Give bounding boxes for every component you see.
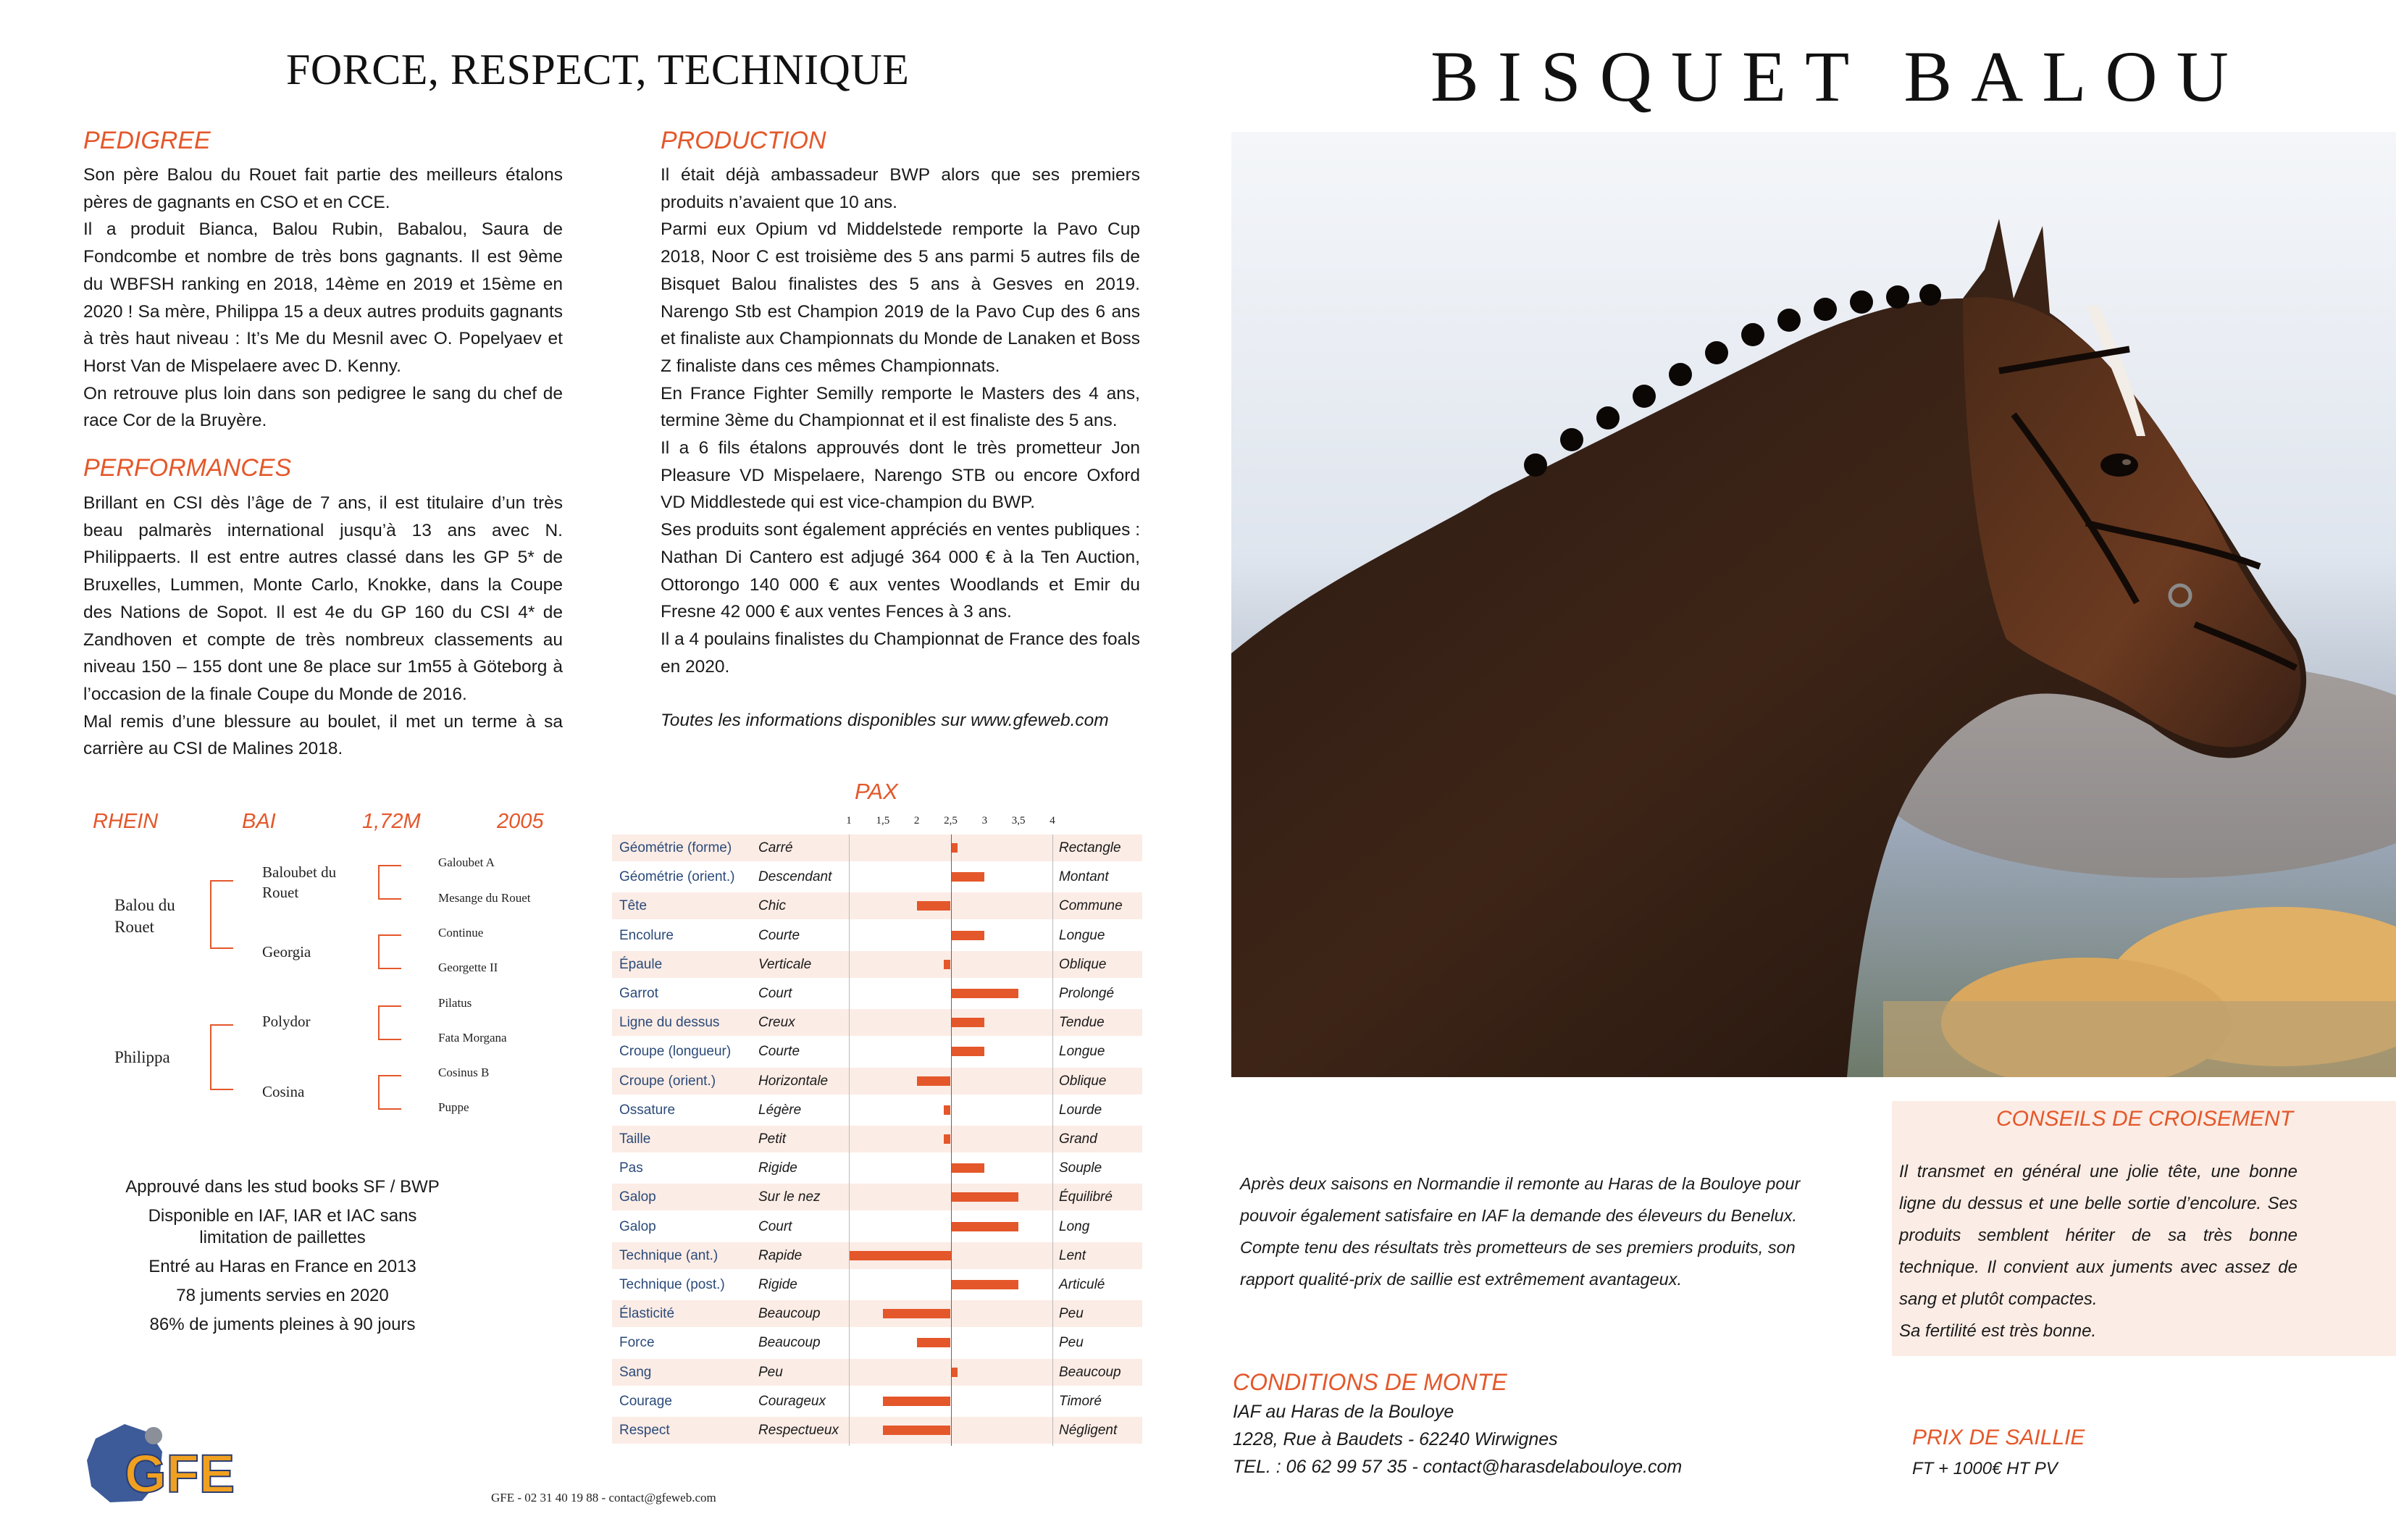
pax-row-label: Croupe (orient.) [619,1073,716,1089]
pax-row-label: Tête [619,898,648,914]
pax-low-label: Courte [758,927,800,943]
pax-tick-label: 1,5 [876,815,890,827]
pedigree-gen3: Georgette II [438,961,498,974]
production-paragraph: En France Fighter Semilly remporte le Masters des 4 ans, termine 3ème du Championnat et il est finaliste des 5 ans. [661,383,1140,431]
pax-high-label: Commune [1059,898,1123,914]
pedigree-paragraph: Son père Balou du Rouet fait partie des meilleurs étalons pères de gagnants en CSO et en CCE. [83,165,563,212]
pax-high-label: Équilibré [1059,1189,1113,1205]
spec-coat: BAI [242,810,276,833]
pax-bar [951,1163,985,1173]
production-paragraph: Il était déjà ambassadeur BWP alors que ses premiers produits n’avaient que 10 ans. [661,165,1140,212]
pax-high-label: Timoré [1059,1393,1102,1409]
pedigree-gen3: Mesange du Rouet [438,891,531,905]
pax-row-label: Taille [619,1131,651,1147]
pax-row-label: Respect [619,1423,670,1438]
pedigree-gen3: Continue [438,926,484,940]
pax-low-label: Petit [758,1131,787,1147]
pax-bar [951,1192,1019,1202]
pedigree-gen2: Cosina [262,1083,305,1100]
pax-row [612,892,1142,919]
prix-heading: PRIX DE SAILLIE [1912,1426,2085,1449]
pax-row-label: Galop [619,1218,656,1234]
pax-row-label: Force [619,1335,655,1351]
pax-low-label: Beaucoup [758,1306,821,1322]
gfe-logo [81,1417,255,1507]
pax-tick-label: 3 [981,815,988,827]
pax-row [612,1184,1142,1210]
pax-low-label: Respectueux [758,1423,839,1438]
pax-bar [883,1426,951,1435]
pax-row-label: Sang [619,1364,652,1380]
pedigree-bracket [378,865,401,900]
horse-photo-icon [1231,132,2396,1077]
pax-row-label: Ligne du dessus [619,1015,720,1031]
pax-row-label: Galop [619,1189,656,1205]
pedigree-gen3: Cosinus B [438,1066,490,1079]
pax-bar [951,1018,985,1027]
conseils-text [1899,1156,2297,1347]
pedigree-paragraph: On retrouve plus loin dans son pedigree le sang du chef de race Cor de la Bruyère. [83,383,563,431]
pax-row-label: Garrot [619,986,658,1001]
pax-tick-label: 1 [846,815,852,827]
pedigree-paragraph: Il a produit Bianca, Balou Rubin, Babalou, Saura de Fondcombe et nombre de très bons gagnants. Il est 9ème du WBFSH ranking en 2018, 14ème en 2019 et 15ème en 2020 ! Sa mère, Philippa 15 a deux autres produits gagnants à très haut niveau : It’s Me du Mesnil avec O. Popelyaev et Horst Van de Mispelaere avec D. Kenny. [83,219,563,376]
pedigree-text [83,162,563,435]
pax-high-label: Beaucoup [1059,1364,1121,1380]
pedigree-bracket [378,934,401,969]
pax-low-label: Horizontale [758,1073,829,1089]
pax-bar [951,1047,985,1056]
note-line: 78 juments servies en 2020 [176,1286,389,1305]
pax-high-label: Grand [1059,1131,1097,1147]
pax-baseline [951,834,952,1446]
pax-high-label: Lourde [1059,1102,1102,1118]
performances-heading: PERFORMANCES [83,454,292,482]
pax-bar [951,931,985,940]
horse-photo [1231,132,2396,1077]
pedigree-gen2: Polydor [262,1013,311,1030]
note-line: Entré au Haras en France en 2013 [148,1257,416,1276]
pax-high-label: Longue [1059,927,1105,943]
pax-row [612,1300,1142,1327]
pax-row [612,1068,1142,1095]
pedigree-bracket [378,1075,401,1110]
pax-low-label: Courte [758,1044,800,1060]
source-note: Toutes les informations disponibles sur www.gfeweb.com [661,711,1109,731]
pax-row [612,1038,1142,1065]
pax-row-label: Technique (ant.) [619,1247,719,1263]
pax-low-label: Légère [758,1102,802,1118]
pax-high-label: Oblique [1059,956,1107,972]
pax-bar [849,1251,951,1260]
pedigree-gen3: Puppe [438,1100,469,1114]
pax-low-label: Court [758,1218,792,1234]
pedigree-bracket [378,1005,401,1040]
pax-row [612,922,1142,949]
pax-row [612,1388,1142,1415]
pax-row [612,1213,1142,1240]
pax-bar [951,1222,1019,1231]
pax-row [612,1242,1142,1269]
pax-tick-label: 2 [913,815,920,827]
pax-row-label: Encolure [619,927,674,943]
pax-low-label: Court [758,986,792,1001]
pax-high-label: Long [1059,1218,1090,1234]
performances-paragraph: Mal remis d’une blessure au boulet, il met un terme à sa carrière au CSI de Malines 2018. [83,711,563,759]
pax-row [612,980,1142,1007]
pax-high-label: Articulé [1059,1277,1105,1292]
pax-row [612,1417,1142,1444]
pax-low-label: Verticale [758,956,812,972]
pax-low-label: Rigide [758,1160,797,1176]
pax-row [612,1271,1142,1298]
conseils-paragraph: Il transmet en général une jolie tête, une bonne ligne du dessus et une belle sortie d’encolure. Ses produits semblent hériter de sa très bonne technique. Il convient aux juments avec assez de sang et plutôt compactes. [1899,1162,2297,1309]
spec-breed: RHEIN [93,810,159,833]
pax-row [612,951,1142,978]
pax-row [612,1329,1142,1356]
pax-low-label: Descendant [758,869,832,885]
intro-text: Après deux saisons en Normandie il remonte au Haras de la Bouloye pour pouvoir également satisfaire en IAF la demande des éleveurs du Benelux. Compte tenu des résultats très prometteurs de ses premiers produits, son rapport qualité-prix de saillie est extrêmement avantageux. [1240,1174,1801,1289]
pax-title: PAX [855,779,898,804]
pax-bar [951,1368,958,1377]
pax-high-label: Longue [1059,1044,1105,1060]
conditions-line: IAF au Haras de la Bouloye [1233,1402,1454,1422]
pax-row-label: Élasticité [619,1306,675,1322]
pax-row-label: Épaule [619,956,663,972]
production-paragraph: Ses produits sont également appréciés en ventes publiques : Nathan Di Cantero est adjugé 364 000 € à la Ten Auction, Ottorongo 140 000 € aux ventes Woodlands et Emir du Fresne 42 000 € aux ventes Fences à 3 ans. [661,520,1140,622]
pax-bar [951,843,958,853]
pax-row-label: Géométrie (forme) [619,840,732,855]
pax-axis-line [1052,834,1053,1446]
pax-bar [883,1309,951,1318]
pedigree-sire: Balou du Rouet [114,896,175,936]
pax-bar [951,1280,1019,1289]
pax-row-label: Courage [619,1393,672,1409]
pax-high-label: Négligent [1059,1423,1118,1438]
pax-low-label: Beaucoup [758,1335,821,1351]
note-line: Approuvé dans les stud books SF / BWP [125,1177,440,1197]
pax-axis-line [849,834,850,1446]
pedigree-bracket [210,880,233,949]
pax-high-label: Lent [1059,1247,1086,1263]
pax-row [612,863,1142,890]
pax-row [612,1126,1142,1152]
pax-row-label: Géométrie (orient.) [619,869,735,885]
pax-row-label: Technique (post.) [619,1277,725,1292]
prix-value: FT + 1000€ HT PV [1912,1459,2058,1478]
pax-tick-label: 4 [1050,815,1055,827]
pax-row [612,1009,1142,1036]
pax-row-label: Croupe (longueur) [619,1044,732,1060]
pax-bar [944,1105,950,1115]
pax-high-label: Oblique [1059,1073,1107,1089]
pax-bar [883,1397,951,1406]
pax-row [612,1097,1142,1123]
footer-contact: GFE - 02 31 40 19 88 - contact@gfeweb.com [491,1491,716,1505]
production-paragraph: Il a 4 poulains finalistes du Championnat de France des foals en 2020. [661,629,1140,677]
pax-row [612,834,1142,861]
conditions-heading: CONDITIONS DE MONTE [1233,1369,1507,1395]
spec-year: 2005 [497,810,544,833]
pedigree-bracket [210,1024,233,1090]
pax-high-label: Montant [1059,869,1109,885]
pax-bar [917,901,951,911]
pax-low-label: Chic [758,898,787,914]
pax-high-label: Peu [1059,1306,1084,1322]
note-line: Disponible en IAF, IAR et IAC sans limitation de paillettes [148,1206,417,1247]
pax-low-label: Creux [758,1015,795,1031]
conseils-heading: CONSEILS DE CROISEMENT [1995,1107,2294,1131]
pax-bar [917,1338,951,1347]
pax-low-label: Peu [758,1364,783,1380]
pedigree-heading: PEDIGREE [83,127,211,154]
pax-tick-label: 2,5 [944,815,958,827]
pedigree-dam: Philippa [114,1048,170,1066]
page-subtitle: FORCE, RESPECT, TECHNIQUE [286,46,910,93]
pedigree-gen3: Pilatus [438,996,472,1010]
pax-high-label: Prolongé [1059,986,1115,1001]
pax-bar [951,872,985,882]
france-map-icon [81,1417,255,1507]
pax-bar [944,960,950,969]
pax-high-label: Tendue [1059,1015,1105,1031]
performances-text [83,490,563,763]
note-line: 86% de juments pleines à 90 jours [149,1315,416,1334]
spec-height: 1,72M [362,810,421,833]
conditions-line: 1228, Rue à Baudets - 62240 Wirwignes [1233,1429,1558,1449]
performances-paragraph: Brillant en CSI dès l’âge de 7 ans, il est titulaire d’un très beau palmarès international jusqu’à 13 ans avec N. Philippaerts. Il est entre autres classé dans les GP 5* de Bruxelles, Lummen, Monte Carlo, Knokke, dans la Coupe des Nations de Sopot. Il est 4e du GP 160 du CSI 4* de Zandhoven et compte de très nombreux classements au niveau 150 – 155 dont une 8e place sur 1m55 à Göteborg à l’occasion de la finale Coupe du Monde de 2016. [83,493,563,704]
conseils-last-line: Sa fertilité est très bonne. [1899,1321,2097,1341]
production-heading: PRODUCTION [661,127,826,154]
pax-low-label: Rigide [758,1277,797,1292]
pax-tick-label: 3,5 [1011,815,1026,827]
page-title: BISQUET BALOU [1431,36,2248,117]
pax-low-label: Carré [758,840,793,855]
pax-low-label: Courageux [758,1393,826,1409]
conditions-contact[interactable]: TEL. : 06 62 99 57 35 - contact@harasdelabouloye.com [1233,1457,1683,1477]
pax-high-label: Souple [1059,1160,1102,1176]
pax-bar [917,1076,951,1086]
pax-bar [951,989,1019,998]
pax-row [612,1359,1142,1386]
stallion-notes [123,1176,442,1343]
pedigree-gen3: Fata Morgana [438,1031,507,1045]
pax-low-label: Rapide [758,1247,803,1263]
pax-bar [944,1134,950,1144]
pax-row-label: Pas [619,1160,643,1176]
production-paragraph: Il a 6 fils étalons approuvés dont le très prometteur Jon Pleasure VD Mispelaere, Narengo STB ou encore Oxford VD Middlestede qui est vice-champion du BWP. [661,438,1140,513]
pedigree-gen3: Galoubet A [438,855,495,869]
pedigree-gen2: Baloubet du Rouet [262,863,337,901]
pax-high-label: Rectangle [1059,840,1121,855]
pedigree-gen2: Georgia [262,943,311,961]
conditions-text [1233,1398,1682,1481]
pax-high-label: Peu [1059,1335,1084,1351]
production-text [661,162,1140,735]
production-paragraph: Parmi eux Opium vd Middelstede remporte la Pavo Cup 2018, Noor C est troisième des 5 ans parmi 5 autres fils de Bisquet Balou finalistes des 5 ans à Gesves en 2019. Narengo Stb est Champion 2019 de la Pavo Cup des 6 ans et finaliste aux Championnats du Monde de Lanaken et Boss Z finaliste dans ces mêmes Championnats. [661,219,1140,376]
pax-row-label: Ossature [619,1102,676,1118]
pax-row [612,1155,1142,1181]
logo-text: GFE [125,1444,235,1504]
pax-low-label: Sur le nez [758,1189,821,1205]
